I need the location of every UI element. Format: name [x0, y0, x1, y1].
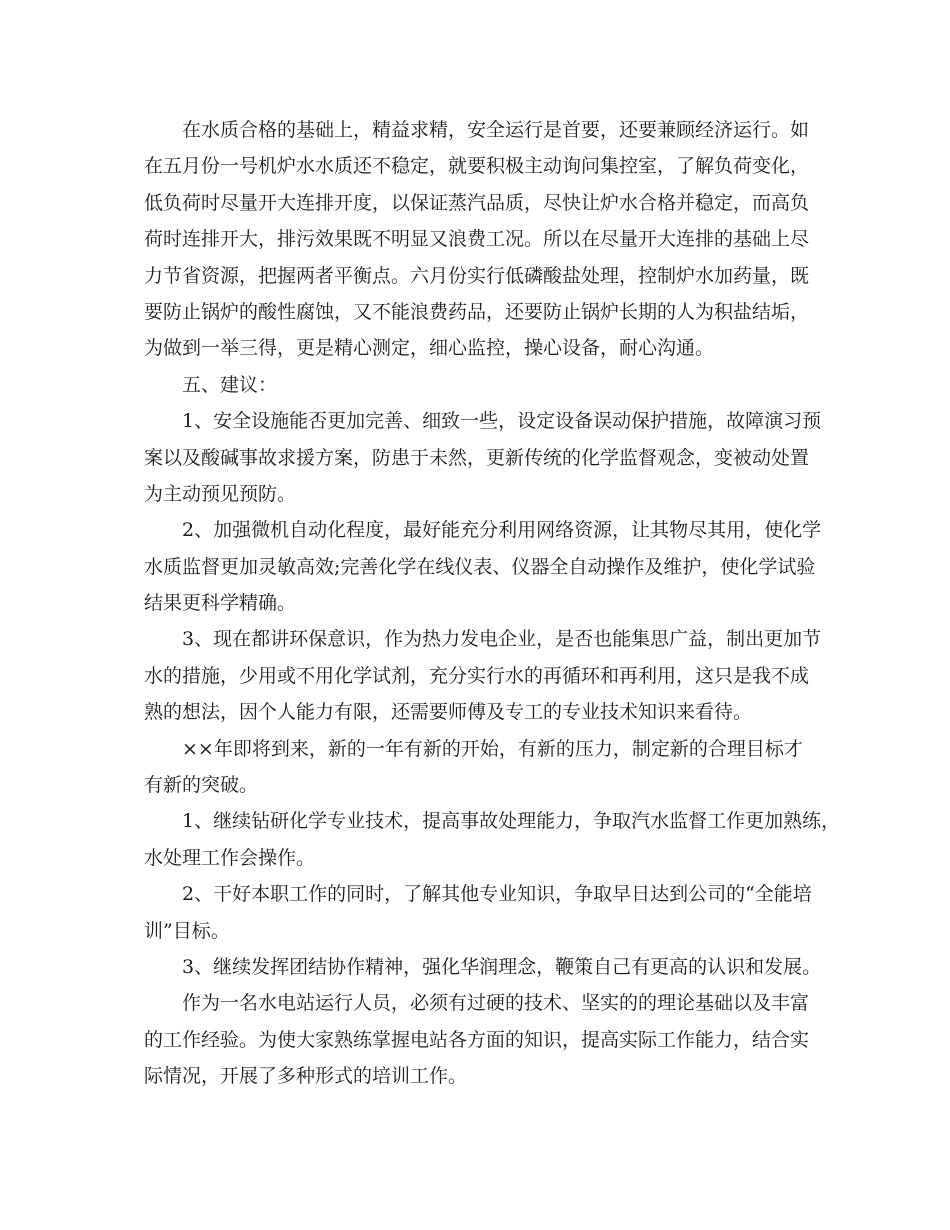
text-line: 要防止锅炉的酸性腐蚀，又不能浪费药品，还要防止锅炉长期的人为积盐结垢，	[144, 300, 810, 323]
text-line: 的工作经验。为使大家熟练掌握电站各方面的知识，提高实际工作能力，结合实	[144, 1028, 810, 1051]
text-line: 2、干好本职工作的同时，了解其他专业知识，争取早日达到公司的“全能培	[182, 883, 812, 906]
text-line: 在五月份一号机炉水水质还不稳定，就要积极主动询问集控室，了解负荷变化，	[144, 155, 810, 178]
text-line: 3、现在都讲环保意识，作为热力发电企业，是否也能集思广益，制出更加节	[182, 628, 822, 651]
text-line: ××年即将到来，新的一年有新的开始，有新的压力，制定新的合理目标才	[182, 737, 803, 760]
text-line: 1、继续钻研化学专业技术，提高事故处理能力，争取汽水监督工作更加熟练，	[182, 810, 841, 833]
text-line: 际情况，开展了多种形式的培训工作。	[144, 1065, 468, 1088]
text-line: 训”目标。	[144, 919, 230, 942]
text-line: 低负荷时尽量开大连排开度，以保证蒸汽品质，尽快让炉水合格并稳定，而高负	[144, 191, 810, 214]
text-line: 案以及酸碱事故求援方案，防患于未然，更新传统的化学监督观念，变被动处置	[144, 446, 810, 469]
text-line: 水的措施，少用或不用化学试剂，充分实行水的再循环和再利用，这只是我不成	[144, 664, 810, 687]
document-body	[144, 112, 841, 1095]
text-line: 结果更科学精确。	[144, 592, 297, 615]
text-line: 五、建议：	[182, 373, 278, 396]
text-line: 有新的突破。	[144, 774, 259, 797]
text-line: 作为一名水电站运行人员，必须有过硬的技术、坚实的的理论基础以及丰富	[182, 992, 810, 1015]
text-line: 为主动预见预防。	[144, 482, 297, 505]
text-line: 在水质合格的基础上，精益求精，安全运行是首要，还要兼顾经济运行。如	[182, 119, 810, 141]
text-line: 荷时连排开大，排污效果既不明显又浪费工况。所以在尽量开大连排的基础上尽	[144, 228, 810, 251]
text-line: 水处理工作会操作。	[144, 846, 316, 869]
text-line: 为做到一举三得，更是精心测定，细心监控，操心设备，耐心沟通。	[144, 337, 715, 360]
text-line: 1、安全设施能否更加完善、细致一些，设定设备误动保护措施，故障演习预	[182, 410, 822, 433]
text-line: 熟的想法，因个人能力有限，还需要师傅及专工的专业技术知识来看待。	[144, 701, 753, 724]
text-line: 水质监督更加灵敏高效;完善化学在线仪表、仪器全自动操作及维护，使化学试验	[144, 555, 816, 578]
text-line: 2、加强微机自动化程度，最好能充分利用网络资源，让其物尽其用，使化学	[182, 519, 822, 542]
text-line: 3、继续发挥团结协作精神，强化华润理念，鞭策自己有更高的认识和发展。	[182, 955, 822, 978]
text-line: 力节省资源，把握两者平衡点。六月份实行低磷酸盐处理，控制炉水加药量，既	[144, 264, 810, 287]
